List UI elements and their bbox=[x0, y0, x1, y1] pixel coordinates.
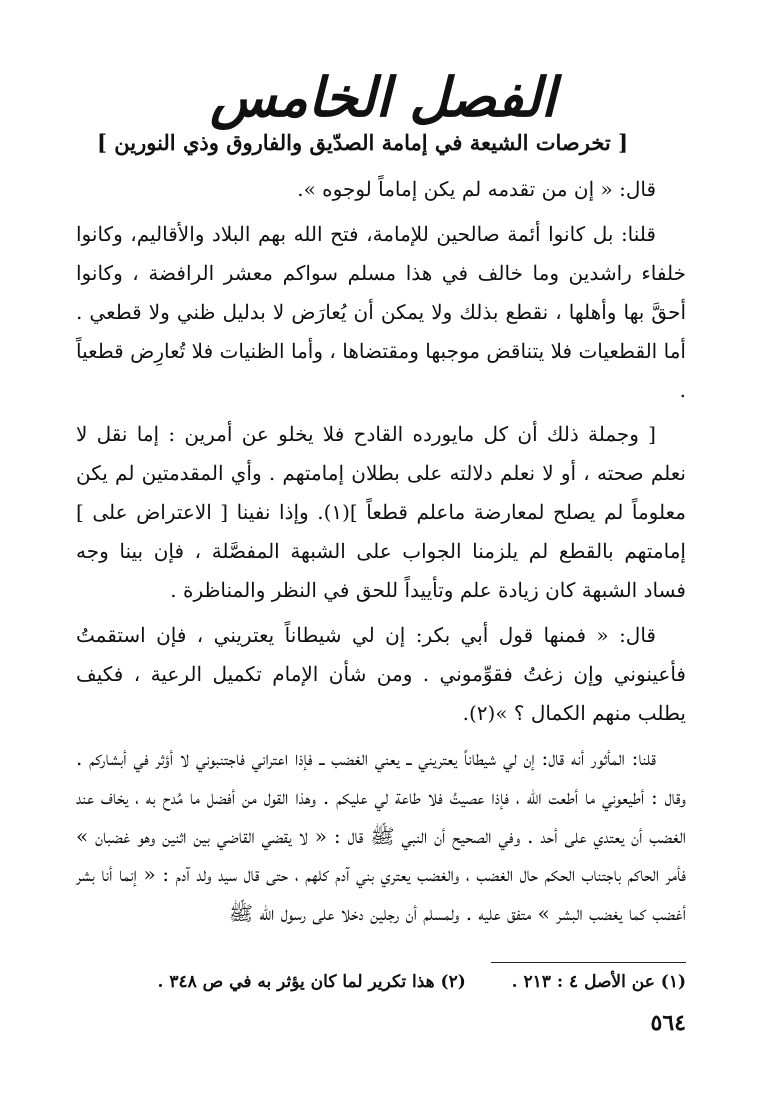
paragraph: قلنا: بل كانوا أئمة صالحين للإمامة، فتح الله بهم البلاد والأقاليم، وكانوا خلفاء راشدين وما خالف في هذا مسلم سواكم معشر الرافضة ، وكانوا أحقَّ بها وأهلها ، نقطع بذلك ولا يمكن أن يُعارَض لا بدليل ظني ولا قطعي . أما القطعيات فلا يتناقض موجبها ومقتضاها ، وأما الظنيات فلا تُعارِض قطعياً . bbox=[76, 221, 686, 402]
page-number: ٥٦٤ bbox=[650, 1010, 686, 1036]
footnote-divider bbox=[491, 962, 686, 963]
paragraph: [ وجملة ذلك أن كل مايورده القادح فلا يخلو عن أمرين : إما نقل لا نعلم صحته ، أو لا نعلم دلالته على بطلان إمامتهم . وأي المقدمتين لم يكن معلوماً لم يصلح لمعارضة ماعلم قطعاً ](١). وإذا نفينا [ الاعتراض على ] إمامتهم بالقطع لم يلزمنا الجواب على الشبهة المفصَّلة ، فإن بينا وجه فساد الشبهة كان زيادة علم وتأييداً للحق في النظر والمناظرة . bbox=[76, 422, 686, 603]
footnote: (٢) هذا تكرير لما كان يؤثر به في ص ٣٤٨ . bbox=[157, 972, 466, 992]
footnotes bbox=[76, 968, 686, 996]
chapter-title: الفصل الخامس bbox=[210, 65, 556, 129]
paragraph: قال: « إن من تقدمه لم يكن إماماً لوجوه ». bbox=[297, 177, 656, 201]
body-text bbox=[76, 170, 686, 933]
paragraph: قلنا: المأثور أنه قال: إن لي شيطاناً يعتريني ــ يعني الغضب ــ فإذا اعتراني فاجتنبوني لا أؤثر في أبشاركم . وقال : أطيعوني ما أطعت الله ، فإذا عصيتُ فلا طاعة لي عليكم . وهذا القول من أفضل ما مُدح به ، يخاف عند الغضب أن يعتدي على أحد . وفي الصحيح أن النبي ﷺ قال : « لا يقضي القاضي بين اثنين وهو غضبان » فأمر الحاكم باجتناب الحكم حال الغضب ، والغضب يعتري بني آدم كلهم ، حتى قال سيد ولد آدم : « إنما أنا بشر أغضب كما يغضب البشر » متفق عليه . ولمسلم أن رجلين دخلا على رسول الله ﷺ bbox=[76, 745, 686, 926]
paragraph: قال: « فمنها قول أبي بكر: إن لي شيطاناً يعتريني ، فإن استقمتُ فأعينوني وإن زغتُ فقوِّموني . ومن شأن الإمام تكميل الرعية ، فكيف يطلب منهم الكمال ؟ »(٢). bbox=[76, 622, 686, 725]
section-heading: [ تخرصات الشيعة في إمامة الصدّيق والفاروق وذي النورين ] bbox=[97, 130, 628, 155]
footnote: (١) عن الأصل ٤ : ٢١٣ . bbox=[511, 972, 686, 992]
